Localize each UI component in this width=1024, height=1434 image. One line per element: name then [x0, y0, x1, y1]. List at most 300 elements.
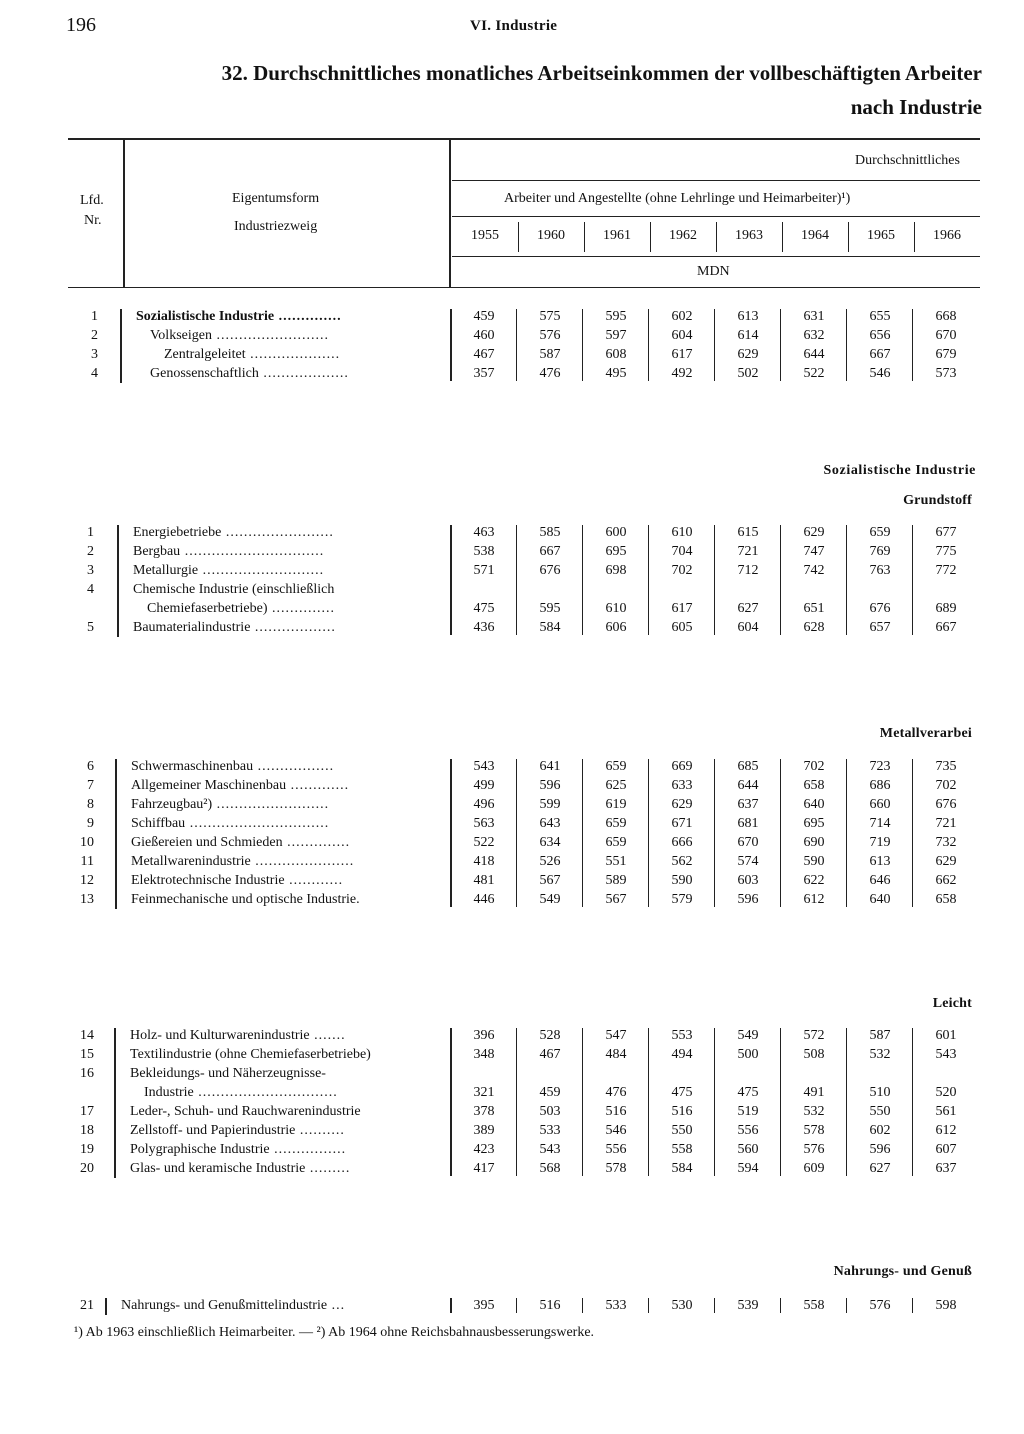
- row-label: [136, 307, 442, 326]
- value-1961: 619: [605, 797, 627, 812]
- value-1966: 676: [935, 797, 957, 812]
- row-number: 11: [80, 854, 94, 869]
- row-label-text: Schiffbau: [131, 816, 186, 831]
- row-label-text: Volkseigen: [150, 328, 212, 343]
- row-number: 4: [87, 582, 94, 597]
- row-number: 4: [91, 366, 98, 381]
- table-row: [0, 561, 1024, 580]
- year-header-1955: 1955: [471, 228, 499, 243]
- value-1966: 668: [935, 309, 957, 324]
- table-row: [0, 757, 1024, 776]
- value-1966: 670: [935, 328, 957, 343]
- row-label-text: Industrie: [144, 1085, 194, 1100]
- row-label: [131, 890, 442, 909]
- table-row: [0, 523, 1024, 542]
- row-number: 13: [80, 892, 94, 907]
- header-durchschnittliches: Durchschnittliches: [855, 153, 960, 168]
- value-1963: 629: [737, 347, 759, 362]
- leader-dots: ..........: [295, 1123, 345, 1138]
- row-label: [133, 523, 442, 542]
- leader-dots: ...............................: [185, 816, 330, 831]
- value-1963: 549: [737, 1028, 759, 1043]
- leader-dots: ................: [269, 1142, 347, 1157]
- table-row: [0, 1083, 1024, 1102]
- value-1961: 695: [605, 544, 627, 559]
- value-1965: 640: [869, 892, 891, 907]
- value-1963: 594: [737, 1161, 759, 1176]
- value-1965: 676: [869, 601, 891, 616]
- row-label-text: Holz- und Kulturwarenindustrie: [130, 1028, 310, 1043]
- row-label: [130, 1026, 442, 1045]
- header-nr: Nr.: [84, 213, 102, 228]
- table-row: [0, 326, 1024, 345]
- row-label-text: Schwermaschinenbau: [131, 759, 254, 774]
- year-header-1961: 1961: [603, 228, 631, 243]
- value-1964: 658: [803, 778, 825, 793]
- leader-dots: .................: [253, 759, 335, 774]
- value-1961: 659: [605, 835, 627, 850]
- value-1960: 599: [539, 797, 561, 812]
- leader-dots: .........: [305, 1161, 351, 1176]
- row-number: 1: [91, 309, 98, 324]
- value-1962: 590: [671, 873, 693, 888]
- page-number: 196: [66, 14, 96, 36]
- row-label-text: Gießereien und Schmieden: [131, 835, 283, 850]
- value-1964: 578: [803, 1123, 825, 1138]
- table-row: [0, 1026, 1024, 1045]
- value-1962: 704: [671, 544, 693, 559]
- value-1962: 669: [671, 759, 693, 774]
- value-1961: 556: [605, 1142, 627, 1157]
- value-1962: 494: [671, 1047, 693, 1062]
- value-1963: 604: [737, 620, 759, 635]
- header-rule-arbeiter: [452, 216, 980, 217]
- leader-dots: .........................: [212, 797, 330, 812]
- value-1960: 543: [539, 1142, 561, 1157]
- value-1963: 681: [737, 816, 759, 831]
- value-1963: 500: [737, 1047, 759, 1062]
- value-1955: 475: [473, 601, 495, 616]
- row-label: [133, 580, 442, 599]
- value-1961: 698: [605, 563, 627, 578]
- value-1955: 463: [473, 525, 495, 540]
- value-1964: 631: [803, 309, 825, 324]
- row-label-text: Chemiefaserbetriebe): [147, 601, 268, 616]
- value-1955: 571: [473, 563, 495, 578]
- running-head: VI. Industrie: [470, 18, 558, 34]
- value-1962: 633: [671, 778, 693, 793]
- value-1955: 467: [473, 347, 495, 362]
- value-1955: 543: [473, 759, 495, 774]
- value-1962: 530: [671, 1298, 693, 1313]
- value-1961: 595: [605, 309, 627, 324]
- value-1965: 627: [869, 1161, 891, 1176]
- value-1960: 533: [539, 1123, 561, 1138]
- row-label: [130, 1159, 442, 1178]
- value-1966: 689: [935, 601, 957, 616]
- value-1961: 659: [605, 759, 627, 774]
- row-label: [131, 871, 442, 890]
- value-1965: 667: [869, 347, 891, 362]
- value-1955: 389: [473, 1123, 495, 1138]
- value-1964: 629: [803, 525, 825, 540]
- value-1962: 558: [671, 1142, 693, 1157]
- section-subheading: Nahrungs- und Genuß: [833, 1264, 972, 1279]
- value-1961: 546: [605, 1123, 627, 1138]
- leader-dots: ..............: [267, 601, 335, 616]
- table-row: [0, 1064, 1024, 1083]
- value-1964: 622: [803, 873, 825, 888]
- value-1965: 723: [869, 759, 891, 774]
- value-1961: 567: [605, 892, 627, 907]
- value-1955: 357: [473, 366, 495, 381]
- value-1966: 702: [935, 778, 957, 793]
- table-row: [0, 814, 1024, 833]
- row-label: [130, 1064, 442, 1083]
- value-1965: 719: [869, 835, 891, 850]
- row-label-text: Chemische Industrie (einschließlich: [133, 582, 335, 597]
- row-label: [131, 852, 442, 871]
- header-rule-durchschnittliches: [452, 180, 980, 181]
- leader-dots: ............: [284, 873, 344, 888]
- value-1962: 671: [671, 816, 693, 831]
- value-1964: 558: [803, 1298, 825, 1313]
- year-header-1966: 1966: [933, 228, 961, 243]
- value-1955: 496: [473, 797, 495, 812]
- row-label-text: Metallurgie: [133, 563, 199, 578]
- row-label: [131, 795, 442, 814]
- value-1962: 516: [671, 1104, 693, 1119]
- value-1964: 640: [803, 797, 825, 812]
- table-row: [0, 580, 1024, 599]
- value-1966: 607: [935, 1142, 957, 1157]
- table-row: [0, 599, 1024, 618]
- value-1960: 568: [539, 1161, 561, 1176]
- value-1960: 516: [539, 1298, 561, 1313]
- value-1962: 702: [671, 563, 693, 578]
- value-1961: 533: [605, 1298, 627, 1313]
- row-label-text: Feinmechanische und optische Industrie.: [131, 892, 360, 907]
- value-1960: 595: [539, 601, 561, 616]
- value-1966: 667: [935, 620, 957, 635]
- row-number: 15: [80, 1047, 94, 1062]
- value-1965: 660: [869, 797, 891, 812]
- table-row: [0, 776, 1024, 795]
- value-1966: 677: [935, 525, 957, 540]
- value-1955: 563: [473, 816, 495, 831]
- year-header-1963: 1963: [735, 228, 763, 243]
- value-1965: 763: [869, 563, 891, 578]
- table-row: [0, 871, 1024, 890]
- leader-dots: ...............................: [180, 544, 325, 559]
- value-1962: 605: [671, 620, 693, 635]
- value-1963: 556: [737, 1123, 759, 1138]
- value-1962: 617: [671, 601, 693, 616]
- value-1964: 644: [803, 347, 825, 362]
- value-1966: 561: [935, 1104, 957, 1119]
- value-1964: 576: [803, 1142, 825, 1157]
- value-1966: 658: [935, 892, 957, 907]
- value-1961: 625: [605, 778, 627, 793]
- value-1965: 656: [869, 328, 891, 343]
- value-1963: 615: [737, 525, 759, 540]
- value-1965: 532: [869, 1047, 891, 1062]
- table-row: [0, 364, 1024, 383]
- value-1955: 460: [473, 328, 495, 343]
- row-number: 12: [80, 873, 94, 888]
- value-1966: 601: [935, 1028, 957, 1043]
- value-1955: 418: [473, 854, 495, 869]
- value-1963: 603: [737, 873, 759, 888]
- row-number: 19: [80, 1142, 94, 1157]
- value-1961: 659: [605, 816, 627, 831]
- value-1963: 519: [737, 1104, 759, 1119]
- value-1965: 550: [869, 1104, 891, 1119]
- value-1966: 721: [935, 816, 957, 831]
- value-1955: 436: [473, 620, 495, 635]
- value-1962: 579: [671, 892, 693, 907]
- value-1960: 567: [539, 873, 561, 888]
- value-1966: 772: [935, 563, 957, 578]
- value-1961: 516: [605, 1104, 627, 1119]
- year-divider: [518, 222, 519, 252]
- row-label-text: Sozialistische Industrie: [136, 309, 275, 324]
- header-divider-right: [449, 140, 451, 287]
- leader-dots: ...............................: [193, 1085, 338, 1100]
- row-label: [131, 833, 442, 852]
- value-1961: 589: [605, 873, 627, 888]
- row-label: [164, 345, 442, 364]
- row-label-text: Genossenschaftlich: [150, 366, 259, 381]
- row-number: 14: [80, 1028, 94, 1043]
- value-1963: 644: [737, 778, 759, 793]
- value-1962: 604: [671, 328, 693, 343]
- value-1960: 585: [539, 525, 561, 540]
- year-header-1960: 1960: [537, 228, 565, 243]
- row-number: 1: [87, 525, 94, 540]
- value-1955: 395: [473, 1298, 495, 1313]
- value-1962: 629: [671, 797, 693, 812]
- value-1964: 612: [803, 892, 825, 907]
- value-1964: 491: [803, 1085, 825, 1100]
- value-1960: 549: [539, 892, 561, 907]
- value-1963: 502: [737, 366, 759, 381]
- value-1962: 492: [671, 366, 693, 381]
- table-row: [0, 795, 1024, 814]
- leader-dots: ....................: [245, 347, 341, 362]
- table-row: [0, 542, 1024, 561]
- value-1965: 576: [869, 1298, 891, 1313]
- value-1961: 495: [605, 366, 627, 381]
- value-1963: 670: [737, 835, 759, 850]
- table-row: [0, 1159, 1024, 1178]
- row-label: [133, 618, 442, 637]
- value-1965: 657: [869, 620, 891, 635]
- value-1966: 520: [935, 1085, 957, 1100]
- row-label: [150, 326, 442, 345]
- value-1962: 610: [671, 525, 693, 540]
- row-label: [130, 1121, 442, 1140]
- year-divider: [782, 222, 783, 252]
- leader-dots: ..............: [282, 835, 351, 850]
- section-subheading: Grundstoff: [903, 493, 972, 508]
- value-1961: 578: [605, 1161, 627, 1176]
- row-label: [131, 776, 442, 795]
- year-header-1964: 1964: [801, 228, 829, 243]
- row-label-text: Baumaterialindustrie: [133, 620, 251, 635]
- year-header-1965: 1965: [867, 228, 895, 243]
- row-label-text: Leder-, Schuh- und Rauchwarenindustrie: [130, 1104, 361, 1119]
- value-1964: 702: [803, 759, 825, 774]
- value-1961: 610: [605, 601, 627, 616]
- section-heading: Sozialistische Industrie: [823, 463, 976, 478]
- value-1964: 508: [803, 1047, 825, 1062]
- row-number: 3: [87, 563, 94, 578]
- section-subheading: Metallverarbei: [879, 726, 972, 741]
- section-subheading: Leicht: [932, 996, 972, 1011]
- value-1960: 503: [539, 1104, 561, 1119]
- value-1964: 651: [803, 601, 825, 616]
- value-1955: 538: [473, 544, 495, 559]
- value-1965: 686: [869, 778, 891, 793]
- value-1961: 608: [605, 347, 627, 362]
- table-title: [82, 56, 982, 124]
- value-1963: 614: [737, 328, 759, 343]
- table-row: [0, 345, 1024, 364]
- year-divider: [584, 222, 585, 252]
- leader-dots: .........................: [211, 328, 329, 343]
- value-1966: 662: [935, 873, 957, 888]
- year-divider: [716, 222, 717, 252]
- value-1964: 632: [803, 328, 825, 343]
- row-label-text: Bekleidungs- und Näherzeugnisse-: [130, 1066, 326, 1081]
- value-1960: 641: [539, 759, 561, 774]
- value-1960: 643: [539, 816, 561, 831]
- value-1955: 348: [473, 1047, 495, 1062]
- value-1965: 546: [869, 366, 891, 381]
- row-number: 2: [87, 544, 94, 559]
- value-1960: 587: [539, 347, 561, 362]
- value-1960: 476: [539, 366, 561, 381]
- value-1963: 685: [737, 759, 759, 774]
- value-1955: 459: [473, 309, 495, 324]
- value-1961: 597: [605, 328, 627, 343]
- value-1963: 613: [737, 309, 759, 324]
- value-1961: 606: [605, 620, 627, 635]
- table-row: [0, 1296, 1024, 1315]
- value-1960: 634: [539, 835, 561, 850]
- value-1960: 596: [539, 778, 561, 793]
- table-row: [0, 307, 1024, 326]
- value-1963: 627: [737, 601, 759, 616]
- header-lfd: Lfd.: [80, 193, 104, 208]
- value-1960: 575: [539, 309, 561, 324]
- leader-dots: ........................: [221, 525, 334, 540]
- table-row: [0, 1102, 1024, 1121]
- value-1965: 587: [869, 1028, 891, 1043]
- year-divider: [650, 222, 651, 252]
- leader-dots: ...................: [258, 366, 349, 381]
- value-1965: 602: [869, 1123, 891, 1138]
- header-unit: MDN: [697, 264, 730, 279]
- value-1965: 596: [869, 1142, 891, 1157]
- leader-dots: ..................: [250, 620, 336, 635]
- value-1964: 690: [803, 835, 825, 850]
- value-1962: 617: [671, 347, 693, 362]
- value-1964: 590: [803, 854, 825, 869]
- value-1961: 600: [605, 525, 627, 540]
- value-1960: 526: [539, 854, 561, 869]
- row-number: 6: [87, 759, 94, 774]
- row-label: [150, 364, 442, 383]
- value-1955: 423: [473, 1142, 495, 1157]
- row-number: 21: [80, 1298, 94, 1313]
- row-label-text: Allgemeiner Maschinenbau: [131, 778, 287, 793]
- value-1963: 721: [737, 544, 759, 559]
- value-1962: 584: [671, 1161, 693, 1176]
- row-label-text: Glas- und keramische Industrie: [130, 1161, 306, 1176]
- row-label: [131, 814, 442, 833]
- row-label-text: Fahrzeugbau²): [131, 797, 213, 812]
- row-label-text: Nahrungs- und Genußmittelindustrie: [121, 1298, 328, 1313]
- row-number: 18: [80, 1123, 94, 1138]
- row-label-text: Energiebetriebe: [133, 525, 222, 540]
- header-bottom-rule: [68, 287, 980, 288]
- value-1964: 609: [803, 1161, 825, 1176]
- row-number: 20: [80, 1161, 94, 1176]
- value-1963: 475: [737, 1085, 759, 1100]
- value-1964: 695: [803, 816, 825, 831]
- value-1965: 510: [869, 1085, 891, 1100]
- row-label-text: Textilindustrie (ohne Chemiefaserbetriebe): [130, 1047, 371, 1062]
- table-row: [0, 618, 1024, 637]
- row-label: [121, 1296, 442, 1315]
- value-1966: 573: [935, 366, 957, 381]
- value-1963: 637: [737, 797, 759, 812]
- year-header-1962: 1962: [669, 228, 697, 243]
- value-1962: 562: [671, 854, 693, 869]
- value-1961: 476: [605, 1085, 627, 1100]
- table-row: [0, 1045, 1024, 1064]
- value-1955: 378: [473, 1104, 495, 1119]
- table-title-line2: nach Industrie: [850, 95, 982, 119]
- leader-dots: .............: [286, 778, 350, 793]
- row-label-text: Metallwarenindustrie: [131, 854, 251, 869]
- table-title-line1: 32. Durchschnittliches monatliches Arbeitseinkommen der vollbeschäftigten Arbeiter: [221, 61, 982, 85]
- row-label: [144, 1083, 442, 1102]
- leader-dots: ...: [327, 1298, 346, 1313]
- leader-dots: ...........................: [198, 563, 325, 578]
- value-1955: 321: [473, 1085, 495, 1100]
- row-label: [130, 1102, 442, 1121]
- leader-dots: ..............: [274, 309, 342, 324]
- row-number: 7: [87, 778, 94, 793]
- value-1955: 446: [473, 892, 495, 907]
- value-1966: 732: [935, 835, 957, 850]
- leader-dots: .......: [309, 1028, 346, 1043]
- value-1965: 655: [869, 309, 891, 324]
- value-1960: 667: [539, 544, 561, 559]
- value-1966: 679: [935, 347, 957, 362]
- table-row: [0, 833, 1024, 852]
- value-1962: 666: [671, 835, 693, 850]
- row-number: 8: [87, 797, 94, 812]
- table-row: [0, 1121, 1024, 1140]
- value-1966: 629: [935, 854, 957, 869]
- value-1966: 598: [935, 1298, 957, 1313]
- value-1966: 775: [935, 544, 957, 559]
- value-1965: 613: [869, 854, 891, 869]
